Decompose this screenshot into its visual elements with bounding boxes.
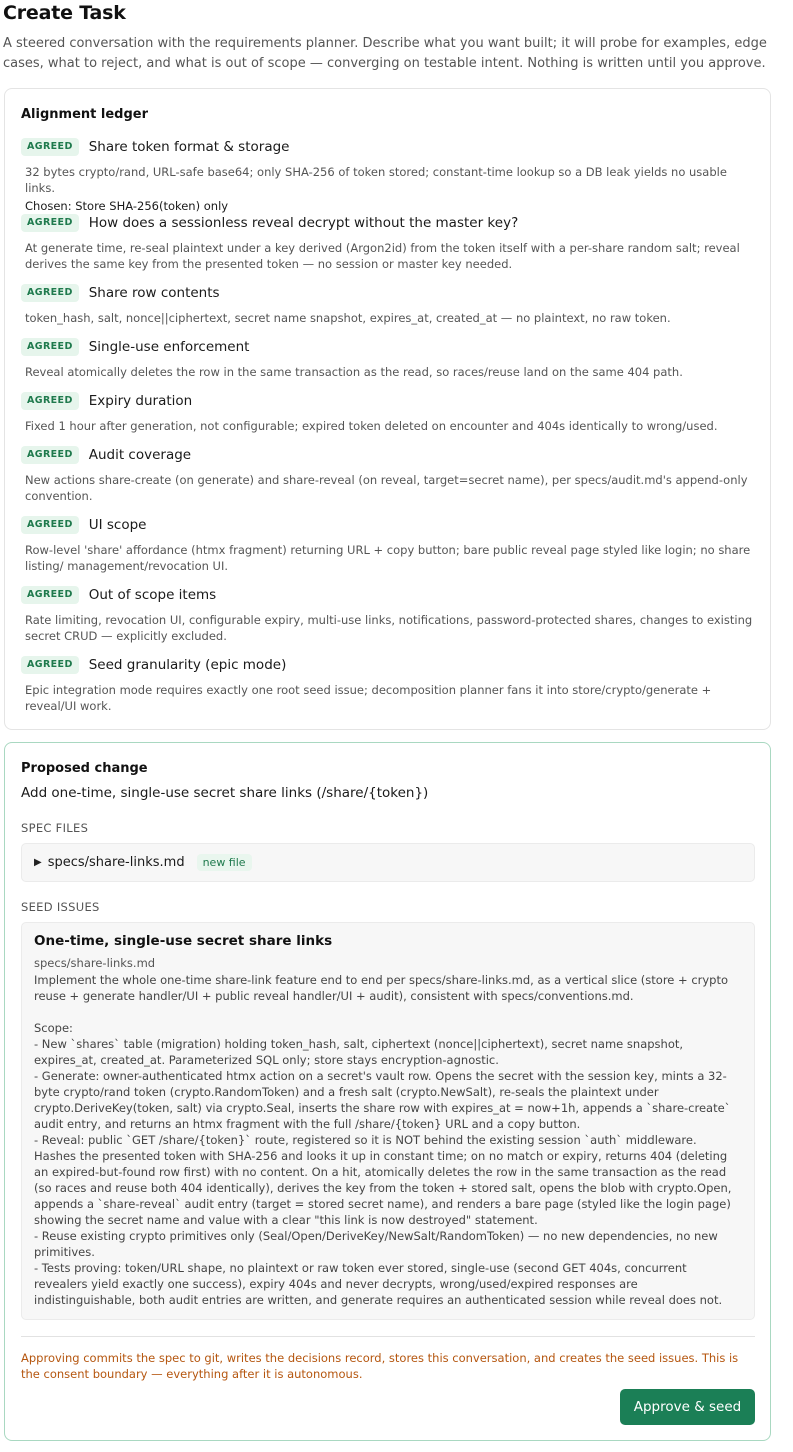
status-badge: AGREED [21,446,79,464]
divider [21,1336,755,1337]
ledger-item-description: At generate time, re-seal plaintext under a key derived (Argon2id) from the token itself with a per-share random salt; reveal derives the same key from the presented token — no session or master key needed. [25,241,740,271]
ledger-item-title: Share token format & storage [88,139,290,155]
ledger-item [21,444,756,504]
ledger-item [21,390,756,434]
proposed-change-panel [4,742,771,1441]
seed-issues-label: SEED ISSUES [21,900,100,914]
status-badge: AGREED [21,656,79,674]
spec-file-disclosure[interactable] [21,843,755,882]
ledger-item-title: Audit coverage [88,447,192,463]
seed-issue-title: One-time, single-use secret share links [34,933,333,949]
status-badge: AGREED [21,392,79,410]
ledger-item [21,282,756,326]
ledger-item [21,136,756,213]
status-badge: AGREED [21,214,79,232]
spec-files-label: SPEC FILES [21,821,89,835]
ledger-title: Alignment ledger [21,107,149,122]
ledger-item-title: Seed granularity (epic mode) [88,657,287,673]
alignment-ledger [4,88,771,730]
approve-and-seed-button[interactable]: Approve & seed [620,1389,755,1425]
ledger-item-description: Row-level 'share' affordance (htmx fragment) returning URL + copy button; bare public reveal page styled like login; no share listing/ management/revocation UI. [25,543,751,573]
ledger-item-description: 32 bytes crypto/rand, URL-safe base64; only SHA-256 of token stored; constant-time lookup so a DB leak yields no usable links. [25,165,727,195]
ledger-item-description: token_hash, salt, nonce||ciphertext, secret name snapshot, expires_at, created_at — no plaintext, no raw token. [25,311,671,325]
consent-notice: Approving commits the spec to git, writes the decisions record, stores this conversation, and creates the seed issues. This is the consent boundary — everything after it is autonomous. [21,1351,739,1381]
ledger-item-title: Single-use enforcement [88,339,250,355]
ledger-item-description: Fixed 1 hour after generation, not configurable; expired token deleted on encounter and 404s identically to wrong/used. [25,419,718,433]
ledger-item-description: Rate limiting, revocation UI, configurable expiry, multi-use links, notifications, password-protected shares, changes to existing secret CRUD — explicitly excluded. [25,613,753,643]
seed-issue-body: Implement the whole one-time share-link feature end to end per specs/share-links.md, as a vertical slice (store + crypto reuse + generate handler/UI + public reveal handler/UI + audit), consistent with specs/conventions.md. Scope: - New `shares` table (migration) holding token_hash, salt, ciphertext (nonce||ciphertext), secret name snapshot, expires_at, created_at. Parameterized SQL only; store stays encryption-agnostic. - Generate: owner-authenticated htmx action on a secret's vault row. Opens the secret with the session key, mints a 32-byte crypto/rand token (crypto.RandomToken) and a fresh salt (crypto.NewSalt), re-seals the plaintext under crypto.DeriveKey(token, salt) via crypto.Seal, inserts the share row with expires_at = now+1h, appends a `share-create` audit entry, and returns an htmx fragment with the full /share/{token} URL and a copy button. - Reveal: public `GET /share/{token}` route, registered so it is NOT behind the existing session `auth` middleware. Hashes the presented token with SHA-256 and looks it up in constant time; on no match or expiry, returns 404 (deleting an expired-but-found row first) with no content. On a hit, atomically deletes the row in the same transaction as the read (so races and reuse both 404 identically), derives the key from the token + stored salt, opens the blob with crypto.Open, appends a `share-reveal` audit entry (target = stored secret name), and renders a bare page (styled like the login page) showing the secret name and value with a clear "this link is now destroyed" statement. - Reuse existing crypto primitives only (Seal/Open/DeriveKey/NewSalt/RandomToken) — no new dependencies, no new primitives. - Tests proving: token/URL shape, no plaintext or raw token ever stored, single-use (second GET 404s, concurrent revealers yield exactly one success), expiry 404s and never decrypts, wrong/used/expired responses are indistinguishable, both audit entries are written, and generate requires an authenticated session while reveal does not. [34,973,732,1307]
status-badge: AGREED [21,586,79,604]
ledger-item [21,212,756,272]
ledger-item-description: New actions share-create (on generate) and share-reveal (on reveal, target=secret name), per specs/audit.md's append-only convention. [25,473,748,503]
ledger-item [21,514,756,574]
ledger-item-title: Expiry duration [88,393,193,409]
spec-file-name: specs/share-links.md [47,855,185,870]
ledger-item [21,584,756,644]
ledger-item-title: UI scope [88,517,147,533]
ledger-item-description: Epic integration mode requires exactly one root seed issue; decomposition planner fans it into store/crypto/generate + reveal/UI work. [25,683,712,713]
status-badge: AGREED [21,338,79,356]
ledger-item-title: Share row contents [88,285,220,301]
ledger-item [21,336,756,380]
proposal-title: Proposed change [21,761,148,776]
ledger-item [21,654,756,714]
ledger-item-title: Out of scope items [88,587,217,603]
proposal-summary: Add one-time, single-use secret share links (/share/{token}) [21,785,429,801]
seed-issue-path: specs/share-links.md [34,956,156,970]
page-subtitle: A steered conversation with the requirements planner. Describe what you want built; it will probe for examples, edge cases, what to reject, and what is out of scope — converging on testable intent. Nothing is written until you approve. [3,36,767,71]
caret-right-icon: ▶ [34,857,42,868]
status-badge: AGREED [21,138,79,156]
status-badge: AGREED [21,516,79,534]
ledger-item-description: Reveal atomically deletes the row in the same transaction as the read, so races/reuse land on the same 404 path. [25,365,683,379]
ledger-item-title: How does a sessionless reveal decrypt without the master key? [88,215,519,231]
status-badge: AGREED [21,284,79,302]
seed-issue-card [21,922,755,1320]
ledger-item-chosen: Chosen: Store SHA-256(token) only [25,199,229,213]
new-file-badge: new file [197,854,252,871]
page-title: Create Task [3,2,126,24]
